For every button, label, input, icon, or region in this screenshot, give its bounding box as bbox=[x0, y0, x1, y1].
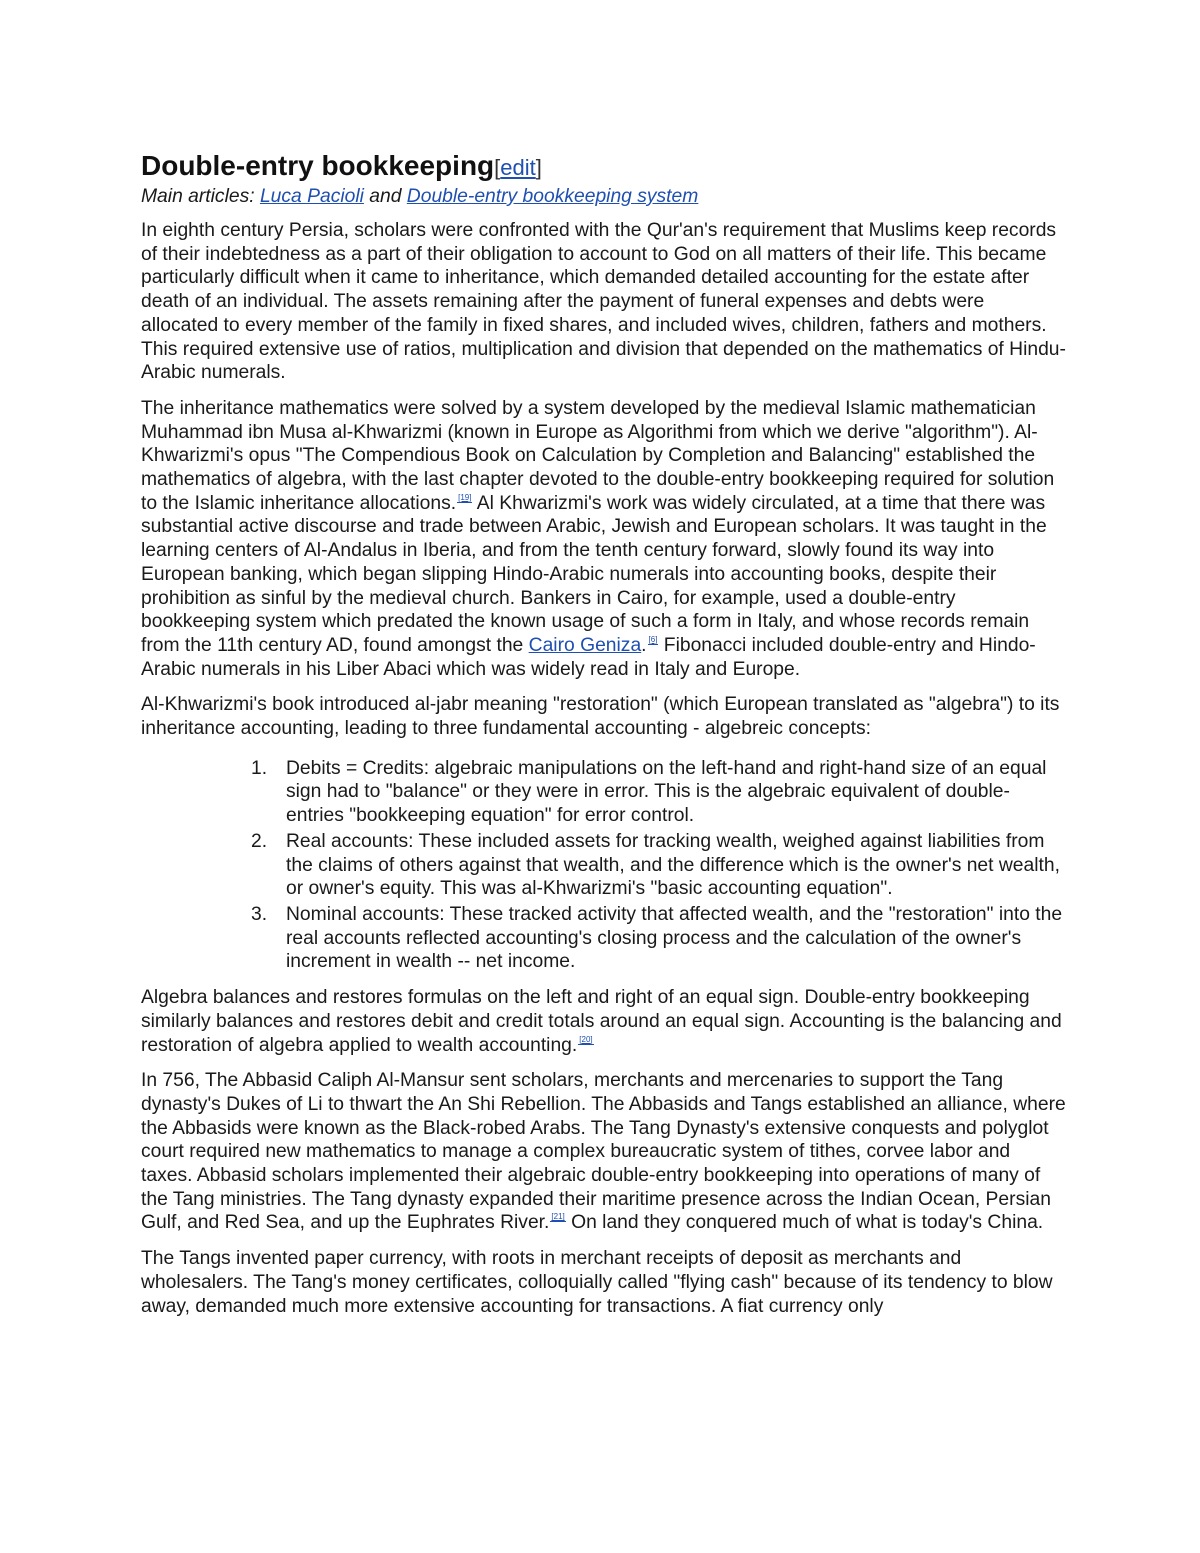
list-item bbox=[141, 830, 1066, 901]
citation-19[interactable]: [19] bbox=[458, 492, 472, 502]
citation-21[interactable]: [21] bbox=[551, 1212, 565, 1222]
link-double-entry-system[interactable]: Double-entry bookkeeping system bbox=[406, 186, 699, 207]
paragraph-persia: In eighth century Persia, scholars were confronted with the Qur'an's requirement that Muslims keep records of their indebtedness as a part of their obligation to account to God on all matters of their life. This became particularly difficult when it came to inheritance, which demanded detailed accounting for the estate after death of an individual. The assets remaining after the payment of funeral expenses and debts were allocated to every member of the family in fixed shares, and included wives, children, fathers and mothers. This required extensive use of ratios, multiplication and division that depended on the mathematics of Hindu-Arabic numerals. bbox=[141, 220, 1066, 384]
paragraph-algebra: Algebra balances and restores formulas on the left and right of an equal sign. Double-entry bookkeeping similarly balances and restores debit and credit totals around an equal sign. Accounting is the balancing and restoration of algebra applied to wealth accounting. [20] bbox=[141, 987, 1062, 1056]
section-title: Double-entry bookkeeping bbox=[141, 150, 495, 181]
link-cairo-geniza[interactable]: Cairo Geniza bbox=[528, 634, 642, 656]
list-text: Real accounts: These included assets for tracking wealth, weighed against liabilities from the claims of others against that wealth, and the difference which is the owner's net wealth, or owner's equity. This was al-Khwarizmi's "basic accounting equation". bbox=[286, 830, 1060, 900]
paragraph-inheritance: The inheritance mathematics were solved by a system developed by the medieval Islamic mathematician Muhammad ibn Musa al-Khwarizmi (known in Europe as Algorithmi from which we derive "algorithm"). Al-Khwarizmi's opus "The Compendious Book on Calculation by Completion and Balancing" established the mathematics of algebra, with the last chapter devoted to the double-entry bookkeeping required for solution to the Islamic inheritance allocations. [19] Al Khwarizmi's work was widely circulated, at a time that there was substantial active discourse and trade between Arabic, Jewish and European scholars. It was taught in the learning centers of Al-Andalus in Iberia, and from the tenth century forward, slowly found its way into European banking, which began slipping Hindo-Arabic numerals into accounting books, despite their prohibition as sinful by the medieval church. Bankers in Cairo, for example, used a double-entry bookkeeping system which predated the known usage of such a form in Italy, and whose records remain from the 11th century AD, found amongst the Cairo Geniza. [6] Fibonacci included double-entry and Hindo-Arabic numerals in his Liber Abaci which was widely read in Italy and Europe. bbox=[141, 397, 1055, 680]
main-articles-note: Main articles: Luca Pacioli and Double-entry bookkeeping system bbox=[141, 186, 699, 207]
paragraph-tang-currency: The Tangs invented paper currency, with roots in merchant receipts of deposit as merchants and wholesalers. The Tang's money certificates, colloquially called "flying cash" because of its tendency to blow away, demanded much more extensive accounting for transactions. A fiat currency only bbox=[141, 1248, 1053, 1317]
list-number: 2. bbox=[251, 830, 268, 852]
list-item bbox=[141, 757, 1066, 828]
section-heading bbox=[141, 150, 1066, 184]
list-number: 1. bbox=[251, 757, 268, 779]
paragraph-abbasid: In 756, The Abbasid Caliph Al-Mansur sent scholars, merchants and mercenaries to support the Tang dynasty's Dukes of Li to thwart the An Shi Rebellion. The Abbasids and Tangs established an alliance, where the Abbasids were known as the Black-robed Arabs. The Tang Dynasty's extensive conquests and polyglot court required new mathematics to manage a complex bureaucratic system of tithes, corvee labor and taxes. Abbasid scholars implemented their algebraic double-entry bookkeeping into operations of many of the Tang ministries. The Tang dynasty expanded their maritime presence across the Indian Ocean, Persian Gulf, and Red Sea, and up the Euphrates River. [21] On land they conquered much of what is today's China. bbox=[141, 1070, 1066, 1234]
edit-link[interactable]: edit bbox=[500, 155, 536, 180]
link-luca-pacioli[interactable]: Luca Pacioli bbox=[259, 186, 364, 207]
list-text: Nominal accounts: These tracked activity that affected wealth, and the "restoration" into the real accounts reflected accounting's closing process and the calculation of the owner's increment in wealth -- net income. bbox=[286, 903, 1063, 973]
paragraph-al-jabr: Al-Khwarizmi's book introduced al-jabr meaning "restoration" (which European translated as "algebra") to its inheritance accounting, leading to three fundamental accounting - algebreic concepts: bbox=[141, 694, 1060, 740]
article-content bbox=[141, 150, 1066, 1330]
citation-20[interactable]: [20] bbox=[579, 1034, 593, 1044]
list-number: 3. bbox=[251, 903, 268, 925]
citation-6[interactable]: [6] bbox=[648, 634, 658, 644]
list-text: Debits = Credits: algebraic manipulations on the left-hand and right-hand size of an equal sign had to "balance" or they were in error. This is the algebraic equivalent of double-entries "bookkeeping equation" for error control. bbox=[286, 757, 1047, 827]
concepts-list bbox=[141, 757, 1066, 974]
edit-section: [edit] bbox=[494, 155, 542, 180]
list-item bbox=[141, 903, 1066, 974]
